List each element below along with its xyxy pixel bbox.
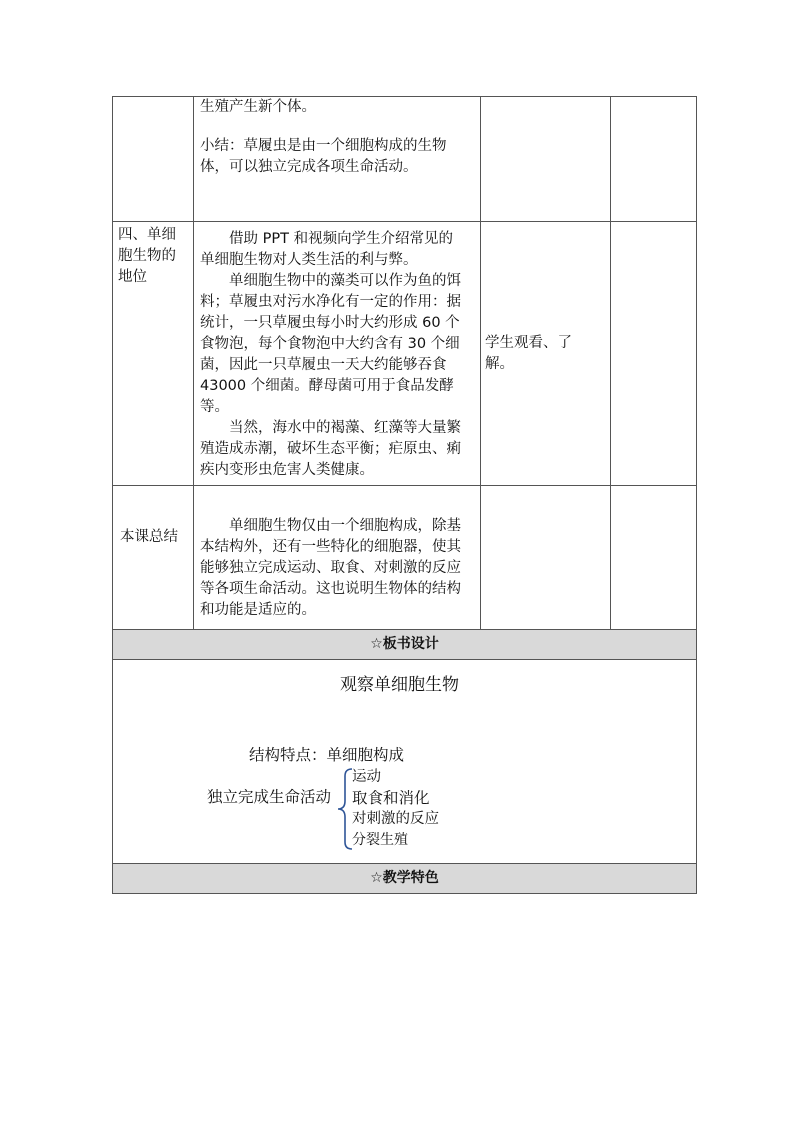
col-divider [610,97,611,629]
features-header-bar [113,864,696,893]
row1-content [200,97,462,178]
row2-student [485,333,597,375]
row2-stage-text: 四、单细胞生物的地位 [118,227,176,285]
row2-student-text: 学生观看、了解。 [485,335,572,372]
row-divider [113,659,696,660]
row3-stage [120,527,192,548]
board-activity-3: 对刺激的反应 [352,811,439,827]
board-header: ☆板书设计 [370,636,439,652]
lesson-table [112,96,697,894]
features-header: ☆教学特色 [370,870,439,886]
board-activity-2: 取食和消化 [352,789,430,807]
board-structure: 结构特点：单细胞构成 [249,746,405,764]
board-activity-4: 分裂生殖 [352,832,408,848]
board-activity-label: 独立完成生命活动 [207,788,332,806]
row3-stage-text: 本课总结 [120,529,178,545]
row1-line1: 生殖产生新个体。 [200,99,316,115]
col-divider [480,97,481,629]
row3-content [200,516,462,621]
row2-paragraph-1: 借助 PPT 和视频向学生介绍常见的单细胞生物对人类生活的利与弊。 [200,231,454,268]
row2-paragraph-2: 单细胞生物中的藻类可以作为鱼的饵料；草履虫对污水净化有一定的作用：据统计，一只草履虫每小时大约形成 60 个食物泡，每个食物泡中大约含有 30 个细菌，因此一只草履虫一天大约能够吞食 43000 个细菌。酵母菌可用于食品发酵等。 [200,273,461,415]
board-title: 观察单细胞生物 [340,675,459,695]
col-divider [193,97,194,629]
row-divider [113,221,696,222]
row2-content [200,229,462,481]
board-header-bar [113,630,696,659]
row2-paragraph-3: 当然，海水中的褐藻、红藻等大量繁殖造成赤潮，破坏生态平衡；疟原虫、痢疾内变形虫危害人类健康。 [200,420,461,478]
board-activity-1: 运动 [352,769,381,785]
row1-summary: 小结：草履虫是由一个细胞构成的生物体，可以独立完成各项生命活动。 [200,138,447,175]
row3-paragraph: 单细胞生物仅由一个细胞构成，除基本结构外，还有一些特化的细胞器，使其能够独立完成运动、取食、对刺激的反应等各项生命活动。这也说明生物体的结构和功能是适应的。 [200,518,461,618]
row2-stage [118,225,190,288]
row-divider [113,485,696,486]
